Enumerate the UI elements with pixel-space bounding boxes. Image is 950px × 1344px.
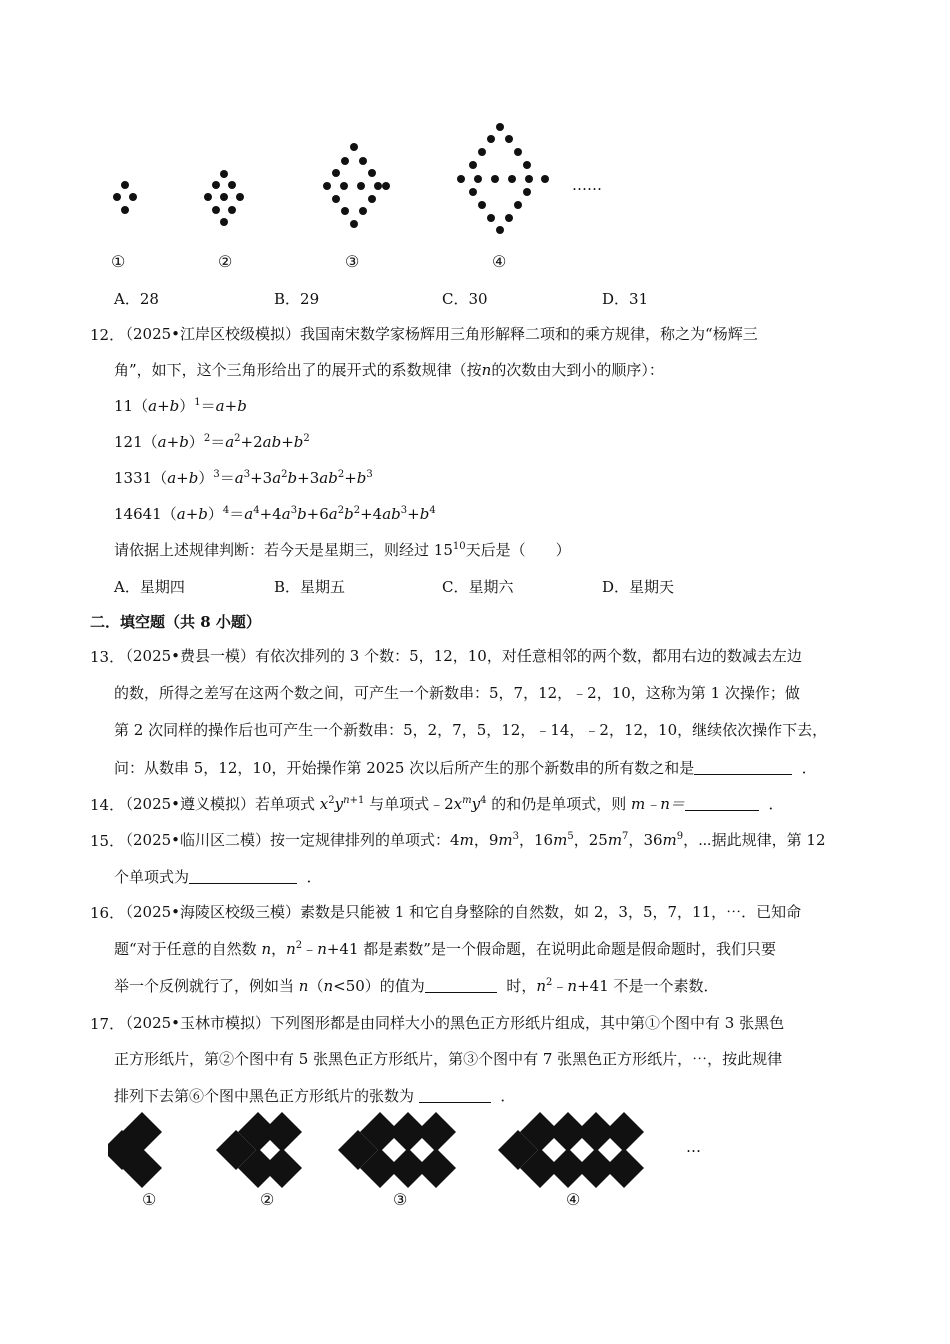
- q13-number: 13．: [90, 648, 125, 666]
- fig17-ellipsis: …: [686, 1138, 701, 1156]
- q12-text-2b: 的次数由大到小的顺序）：: [491, 361, 664, 379]
- q17-number: 17．: [90, 1015, 125, 1033]
- fig11-label-4: ④: [492, 252, 507, 271]
- square-pattern-2: [216, 1112, 302, 1188]
- q14-tail: 的和仍是单项式，则: [486, 795, 631, 813]
- q12-option-a[interactable]: A．星期四: [114, 578, 185, 596]
- q12-row-power: 3: [213, 469, 220, 480]
- q12-row-2: $121(a+b)^2=a^2+2ab+b^2$: [114, 433, 310, 451]
- q11-option-b[interactable]: B．29: [274, 290, 320, 308]
- q13-line-1: （2025•费县一模）有依次排列的 3 个数：5，12，10，对任意相邻的两个数，都用右边的数减去左边: [118, 647, 802, 665]
- q12-row-coef: 121: [114, 433, 143, 451]
- q14-number: 14．: [90, 796, 125, 814]
- fig17-label-2: ②: [260, 1190, 275, 1209]
- fig11-label-1: ①: [111, 252, 126, 271]
- q12-line-1: [118, 324, 758, 344]
- q14-line: （2025•遵义模拟）若单项式 $x^2y^{n+1}$ 与单项式$﹣2x^my^4$ 的和仍是单项式，则 m﹣n＝ ．: [118, 795, 784, 813]
- q12-row-4: $14641(a+b)^4=a^4+4a^3b+6a^2b^2+4ab^3+b^4$: [114, 505, 436, 523]
- q15-number: 15．: [90, 832, 125, 850]
- q12-row-power: 1: [194, 397, 201, 408]
- dot-pattern-4: [457, 123, 549, 234]
- fig17-label-3: ③: [393, 1190, 408, 1209]
- q16-line-3: 举一个反例就行了，例如当 n（n<50）的值为 时，$n^2﹣n+41$ 不是一个素数．: [114, 977, 719, 995]
- q12-row-coef: 11: [114, 397, 134, 415]
- dot-pattern-1: [113, 181, 137, 214]
- dot-pattern-2: [204, 170, 244, 226]
- q15-term-coef: 9: [488, 831, 499, 849]
- q14-answer-blank[interactable]: [685, 796, 759, 811]
- q14-mid: 与单项式﹣2: [364, 795, 454, 813]
- q12-question-b: 天后是（ ）: [465, 541, 571, 559]
- square-pattern-4: [498, 1112, 644, 1188]
- q13-answer-blank[interactable]: [694, 760, 792, 775]
- q17-line-3-text: 排列下去第⑥个图中黑色正方形纸片的张数为: [114, 1087, 415, 1105]
- q17-end: ．: [500, 1087, 516, 1105]
- q11-option-c[interactable]: C．30: [442, 290, 488, 308]
- q15-term-coef: 25: [588, 831, 608, 849]
- q17-line-1: （2025•玉林市模拟）下列图形都是由同样大小的黑色正方形纸片组成，其中第①个图中有 3 张黑色: [118, 1014, 785, 1032]
- q16-line-2a: 题“对于任意的自然数: [114, 940, 262, 958]
- q17-line-2: 正方形纸片，第②个图中有 5 张黑色正方形纸片，第③个图中有 7 张黑色正方形纸片，⋯，按此规律: [114, 1050, 783, 1068]
- q12-row-coef: 14641: [114, 505, 162, 523]
- q12-row-coef: 1331: [114, 469, 153, 487]
- square-pattern-3: [338, 1112, 456, 1188]
- q17-answer-blank[interactable]: [419, 1088, 491, 1103]
- q16-number: 16．: [90, 904, 125, 922]
- q16-line-2b: +41 都是素数”是一个假命题，在说明此命题是假命题时，我们只要: [326, 940, 776, 958]
- q12-line-2: [114, 360, 664, 380]
- q16-line-1: （2025•海陵区校级三模）素数是只能被 1 和它自身整除的自然数，如 2，3，5，7，11，⋯．已知命: [118, 903, 802, 921]
- fig11-ellipsis: ……: [572, 176, 602, 194]
- fig17-label-1: ①: [142, 1190, 157, 1209]
- fig17-label-4: ④: [566, 1190, 581, 1209]
- q15-line-1a: （2025•临川区二模）按一定规律排列的单项式：4: [118, 831, 460, 849]
- q12-row-1: $11(a+b)^1=a+b$: [114, 397, 247, 415]
- q12-row-3: $1331(a+b)^3=a^3+3a^2b+3ab^2+b^3$: [114, 469, 373, 487]
- fig11-label-3: ③: [345, 252, 360, 271]
- q13-line-4: [114, 758, 817, 778]
- q15-term-coef: 36: [643, 831, 663, 849]
- q12-var-n: n: [481, 361, 492, 379]
- q11-option-a[interactable]: A．28: [114, 290, 159, 308]
- q12-option-b[interactable]: B．星期五: [274, 578, 346, 596]
- q12-source: （2025•江岸区校级模拟）: [118, 325, 301, 343]
- q15-end: ．: [306, 868, 322, 886]
- q13-end: ．: [801, 759, 817, 777]
- q12-text-2a: 角”，如下，这个三角形给出了的展开式的系数规律（按: [114, 361, 482, 379]
- q14-end: ．: [768, 795, 784, 813]
- q13-line-3: 第 2 次同样的操作后也可产生一个新数串：5，2，7，5，12，﹣14，﹣2，12，10，继续依次操作下去，: [114, 721, 828, 739]
- q14-source: （2025•遵义模拟）若单项式: [118, 795, 320, 813]
- q15-term-coef: 16: [534, 831, 554, 849]
- q13-line-2: 的数，所得之差写在这两个数之间，可产生一个新数串：5，7，12，﹣2，10，这称为第 1 次操作；做: [114, 684, 800, 702]
- q15-term-exp: 7: [622, 831, 629, 842]
- q15-line-1: （2025•临川区二模）按一定规律排列的单项式：4m，$9m^3$，$16m^5$，$25m^7$，$36m^9$，⋯据此规律，第 12: [118, 831, 826, 849]
- q12-number: 12．: [90, 326, 125, 344]
- q12-question-a: 请依据上述规律判断：若今天是星期三，则经过 15: [114, 541, 453, 559]
- q16-line-3c: 时，: [506, 977, 537, 995]
- q12-row-power: 4: [222, 505, 230, 516]
- q15-answer-blank[interactable]: [189, 869, 297, 884]
- q11-option-d[interactable]: D．31: [602, 290, 649, 308]
- q14-expr: m﹣n＝: [631, 795, 685, 813]
- section-heading-fill-in: 二．填空题（共 8 小题）: [90, 613, 261, 631]
- q17-square-figure: [108, 1112, 668, 1192]
- q12-row-power: 2: [203, 433, 211, 444]
- q15-line-2-text: 个单项式为: [114, 868, 190, 886]
- q15-line-2: [114, 867, 322, 887]
- q12-option-d[interactable]: D．星期天: [602, 578, 675, 596]
- fig11-label-2: ②: [218, 252, 233, 271]
- q12-question-exp: 10: [452, 541, 466, 552]
- q15-term-exp: 9: [676, 831, 684, 842]
- q16-line-3a: 举一个反例就行了，例如当: [114, 977, 299, 995]
- q11-dot-figure: [100, 118, 630, 278]
- q15-term-exp: 3: [512, 831, 519, 842]
- q17-line-3: [114, 1086, 515, 1106]
- square-pattern-1: [108, 1112, 162, 1188]
- q13-line-4-text: 问：从数串 5，12，10，开始操作第 2025 次以后所产生的那个新数串的所有数之和是: [114, 759, 695, 777]
- dot-pattern-3: [323, 143, 390, 228]
- q16-line-2: 题“对于任意的自然数 n，$n^2﹣n+41$ 都是素数”是一个假命题，在说明此命题是假命题时，我们只要: [114, 940, 776, 958]
- q16-line-3b: <50）的值为: [333, 977, 425, 995]
- q15-term-exp: 5: [567, 831, 574, 842]
- q16-line-3d: +41 不是一个素数．: [577, 977, 719, 995]
- q15-line-1b: ，⋯据此规律，第 12: [683, 831, 826, 849]
- q16-answer-blank[interactable]: [425, 978, 497, 993]
- q12-option-c[interactable]: C．星期六: [442, 578, 514, 596]
- q12-question: [114, 540, 571, 560]
- q12-text-1: 我国南宋数学家杨辉用三角形解释二项和的乘方规律，称之为“杨辉三: [300, 325, 758, 343]
